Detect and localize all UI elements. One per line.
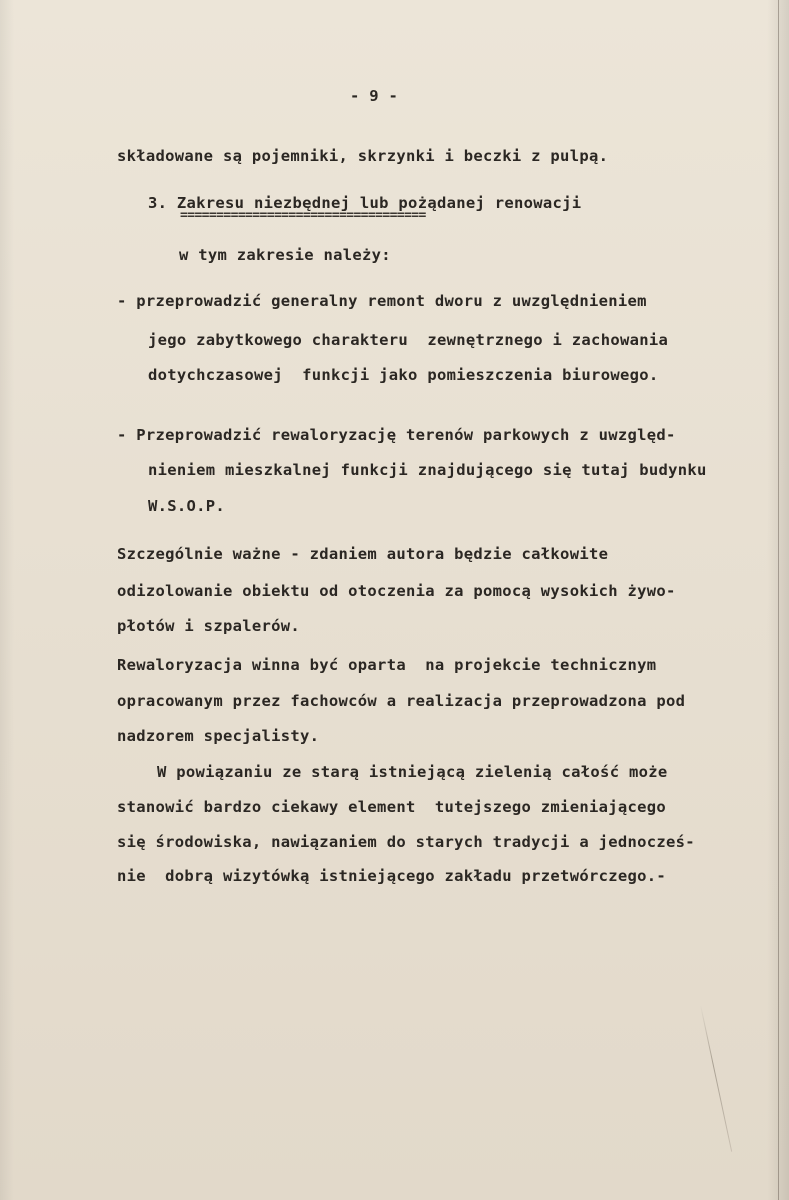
paragraph-line: nadzorem specjalisty. bbox=[117, 727, 320, 745]
list-item-text: jego zabytkowego charakteru zewnętrznego i zachowania bbox=[148, 331, 669, 349]
list-item-text: nieniem mieszkalnej funkcji znajdującego się tutaj budynku bbox=[148, 461, 707, 479]
list-item-text: W.S.O.P. bbox=[148, 497, 226, 515]
page-number: - 9 - bbox=[350, 87, 399, 105]
section-heading: 3. Zakresu niezbędnej lub pożądanej renowacji bbox=[148, 194, 582, 212]
paragraph-line: płotów i szpalerów. bbox=[117, 617, 301, 635]
page-edge bbox=[778, 0, 779, 1200]
paragraph-line: opracowanym przez fachowców a realizacja przeprowadzona pod bbox=[117, 692, 686, 710]
section-heading-underline: ================================== bbox=[180, 208, 426, 223]
paragraph-line: się środowiska, nawiązaniem do starych tradycji a jednocześ- bbox=[117, 833, 695, 851]
list-item-text: - przeprowadzić generalny remont dworu z uwzględnieniem bbox=[117, 292, 647, 310]
text-line: w tym zakresie należy: bbox=[179, 246, 391, 264]
paper-crease bbox=[700, 1005, 732, 1152]
paragraph-line: Rewaloryzacja winna być oparta na projekcie technicznym bbox=[117, 656, 657, 674]
list-item-text: - Przeprowadzić rewaloryzację terenów parkowych z uwzględ- bbox=[117, 426, 676, 444]
paragraph-line: odizolowanie obiektu od otoczenia za pomocą wysokich żywo- bbox=[117, 582, 676, 600]
text-line: składowane są pojemniki, skrzynki i beczki z pulpą. bbox=[117, 147, 609, 165]
list-item-text: dotychczasowej funkcji jako pomieszczenia biurowego. bbox=[148, 366, 659, 384]
paragraph-line: nie dobrą wizytówką istniejącego zakładu przetwórczego.- bbox=[117, 867, 667, 885]
paragraph-line: stanowić bardzo ciekawy element tutejszego zmieniającego bbox=[117, 798, 667, 816]
paragraph-line: W powiązaniu ze starą istniejącą zielenią całość może bbox=[157, 763, 668, 781]
paragraph-line: Szczególnie ważne - zdaniem autora będzie całkowite bbox=[117, 545, 609, 563]
